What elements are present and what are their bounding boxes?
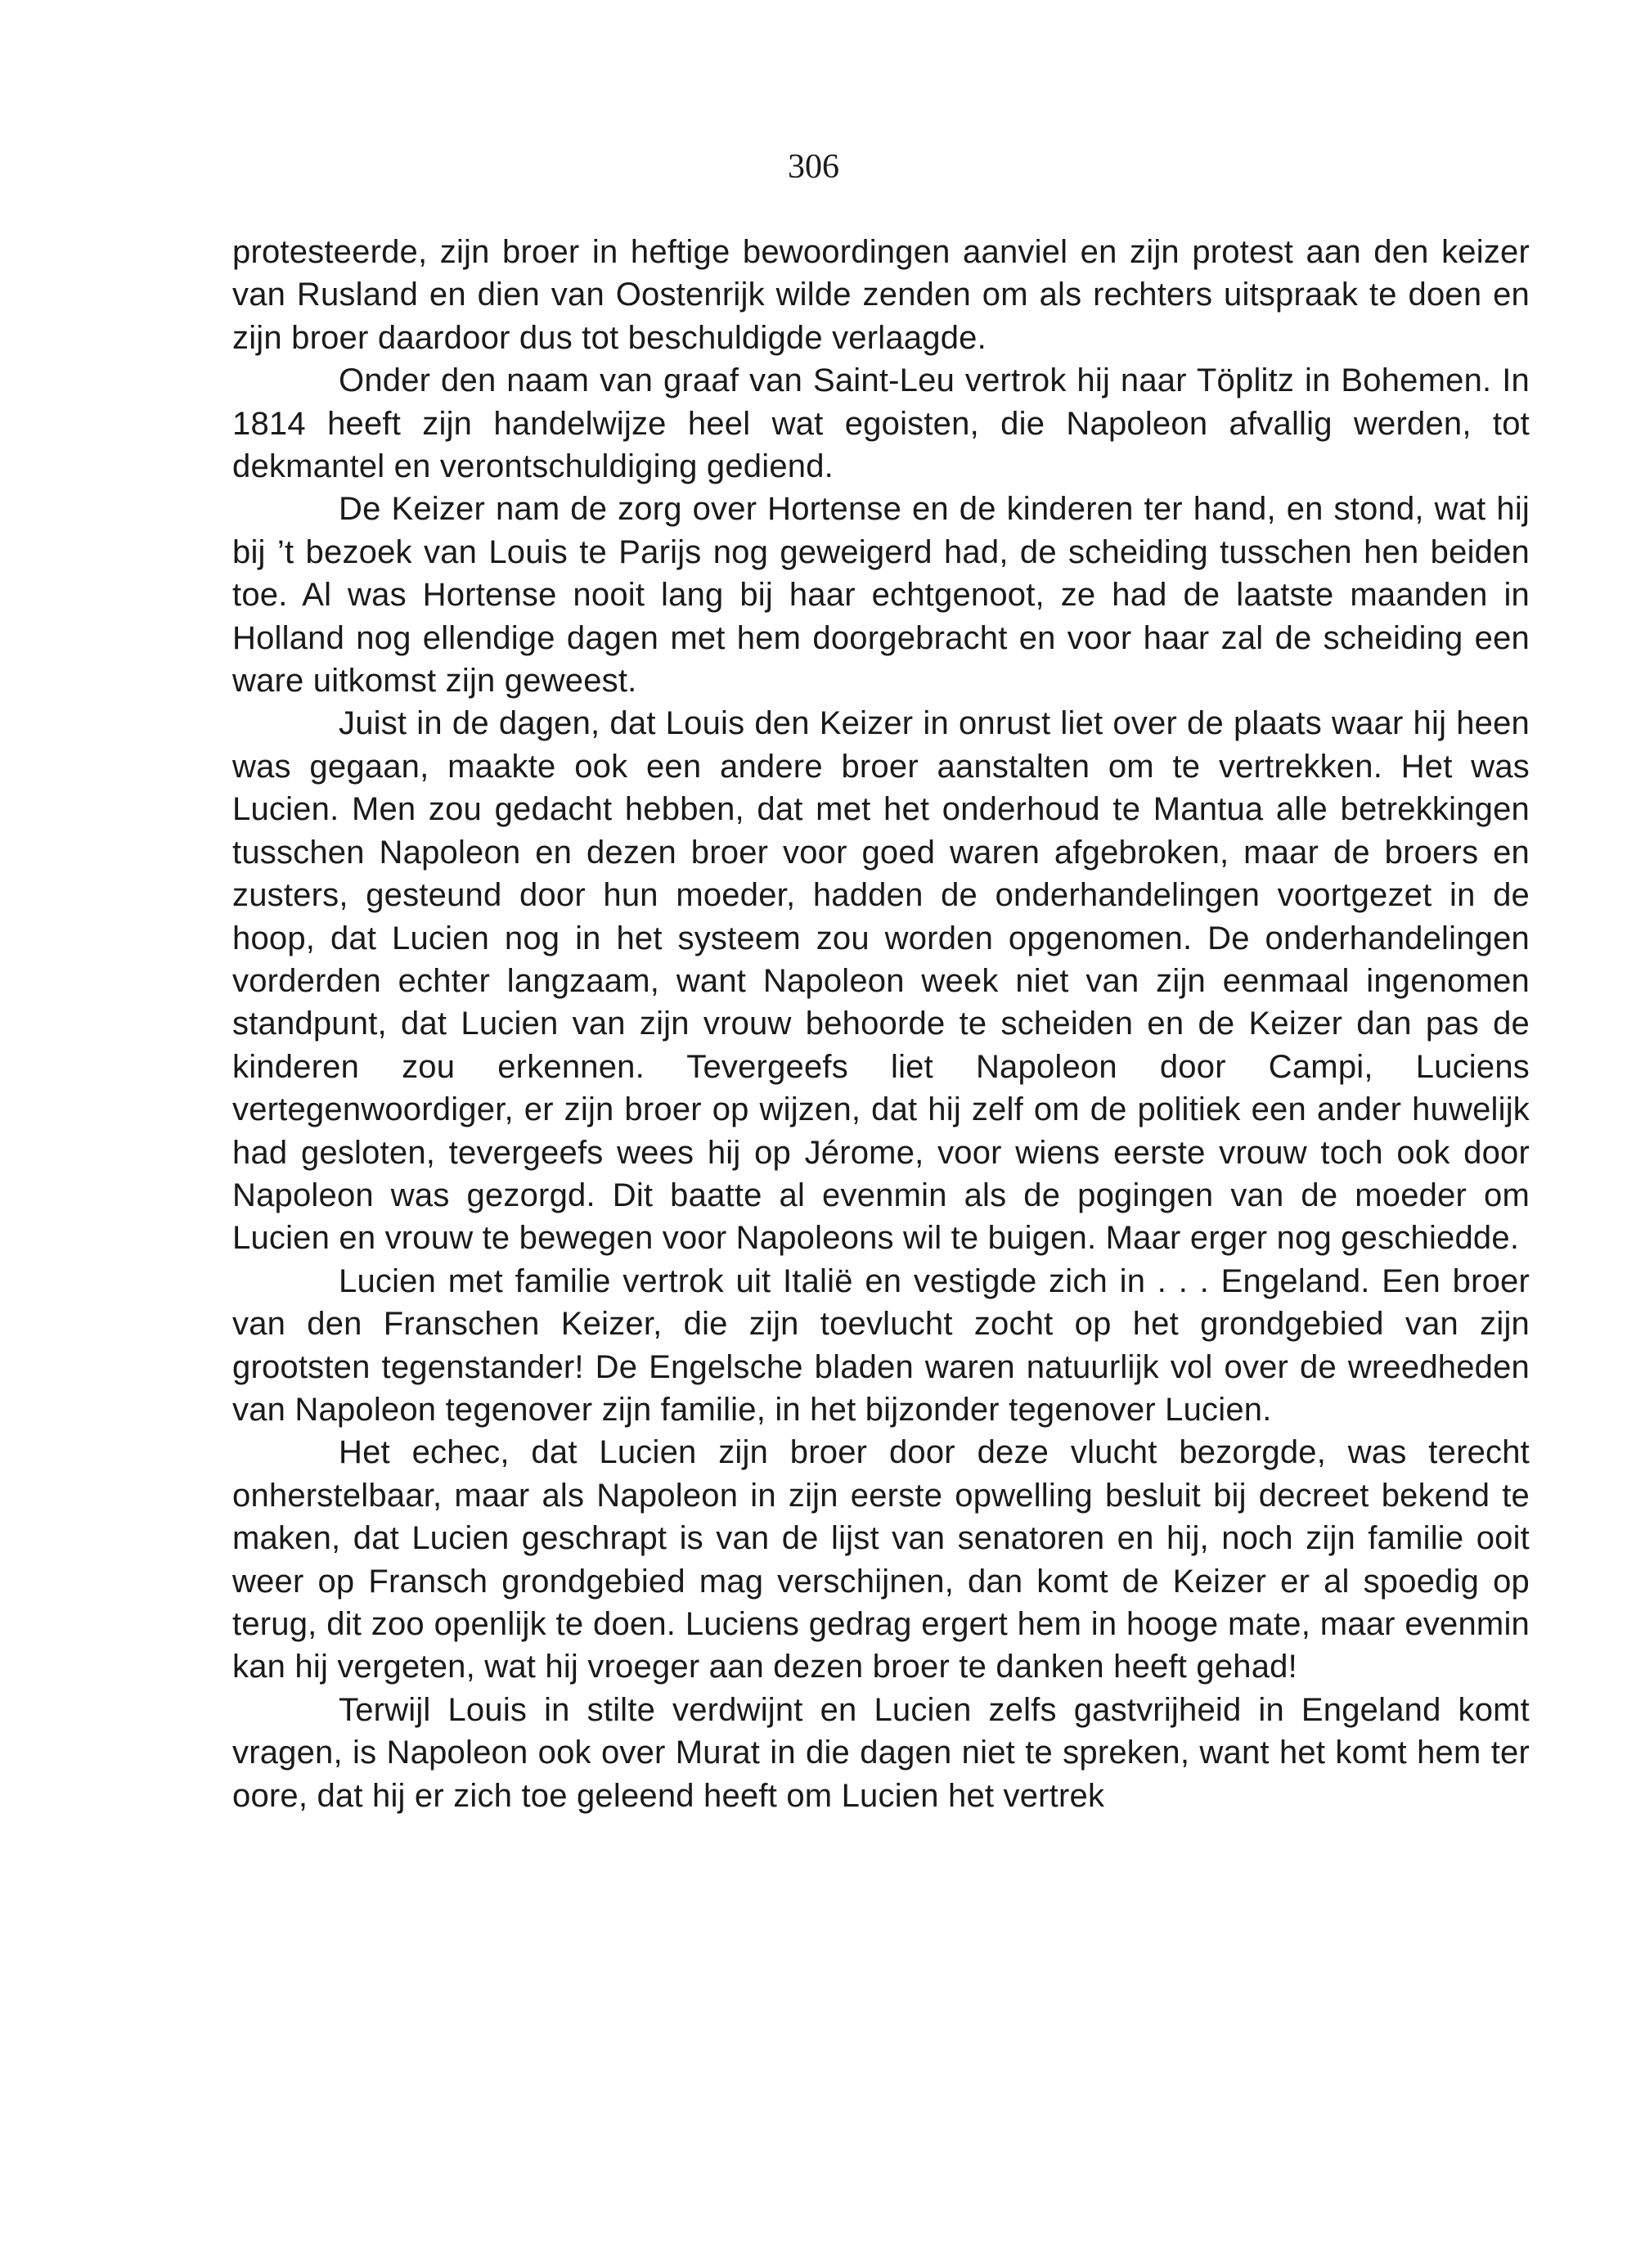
paragraph: Juist in de dagen, dat Louis den Keizer in onrust liet over de plaats waar hij heen was gegaan, maakte ook een andere broer aanstalten om te vertrekken. Het was Lucien. Men zou gedacht hebben, dat met het onderhoud te Mantua alle betrekkingen tusschen Napoleon en dezen broer voor goed waren afgebroken, maar de broers en zusters, gesteund door hun moeder, hadden de onderhandelingen voortgezet in de hoop, dat Lucien nog in het systeem zou worden opgenomen. De onderhandelingen vorderden echter langzaam, want Napoleon week niet van zijn eenmaal ingenomen standpunt, dat Lucien van zijn vrouw behoorde te scheiden en de Keizer dan pas de kinderen zou erkennen. Tevergeefs liet Napoleon door Campi, Luciens vertegenwoordiger, er zijn broer op wijzen, dat hij zelf om de politiek een ander huwelijk had gesloten, tevergeefs wees hij op Jérome, voor wiens eerste vrouw toch ook door Napoleon was gezorgd. Dit baatte al evenmin als de pogingen van de moeder om Lucien en vrouw te bewegen voor Napoleons wil te buigen. Maar erger nog geschiedde. — [232, 705, 1530, 1257]
paragraph: Onder den naam van graaf van Saint-Leu vertrok hij naar Töplitz in Bohemen. In 1814 heeft zijn handelwijze heel wat egoisten, die Napoleon afvallig werden, tot dekmantel en verontschuldiging gediend. — [232, 362, 1530, 485]
page-number: 306 — [788, 148, 839, 186]
body-text — [232, 231, 1530, 1817]
paragraph: protesteerde, zijn broer in heftige bewoordingen aanviel en zijn protest aan den keizer van Rusland en dien van Oostenrijk wilde zenden om als rechters uitspraak te doen en zijn broer daardoor dus tot beschuldigde verlaagde. — [232, 234, 1530, 356]
paragraph: De Keizer nam de zorg over Hortense en de kinderen ter hand, en stond, wat hij bij ’t bezoek van Louis te Parijs nog geweigerd had, de scheiding tusschen hen beiden toe. Al was Hortense nooit lang bij haar echtgenoot, ze had de laatste maanden in Holland nog ellendige dagen met hem doorgebracht en voor haar zal de scheiding een ware uitkomst zijn geweest. — [232, 491, 1530, 700]
paragraph: Lucien met familie vertrok uit Italië en vestigde zich in . . . Engeland. Een broer van den Franschen Keizer, die zijn toevlucht zocht op het grondgebied van zijn grootsten tegenstander! De Engelsche bladen waren natuurlijk vol over de wreedheden van Napoleon tegenover zijn familie, in het bijzonder tegenover Lucien. — [232, 1262, 1530, 1428]
paragraph: Terwijl Louis in stilte verdwijnt en Lucien zelfs gastvrijheid in Engeland komt vragen, is Napoleon ook over Murat in die dagen niet te spreken, want het komt hem ter oore, dat hij er zich toe geleend heeft om Lucien het vertrek — [232, 1691, 1530, 1814]
paragraph: Het echec, dat Lucien zijn broer door deze vlucht bezorgde, was terecht onherstelbaar, maar als Napoleon in zijn eerste opwelling besluit bij decreet bekend te maken, dat Lucien geschrapt is van de lijst van senatoren en hij, noch zijn familie ooit weer op Fransch grondgebied mag verschijnen, dan komt de Keizer er al spoedig op terug, dit zoo openlijk te doen. Luciens gedrag ergert hem in hooge mate, maar evenmin kan hij vergeten, wat hij vroeger aan dezen broer te danken heeft gehad! — [232, 1434, 1530, 1685]
